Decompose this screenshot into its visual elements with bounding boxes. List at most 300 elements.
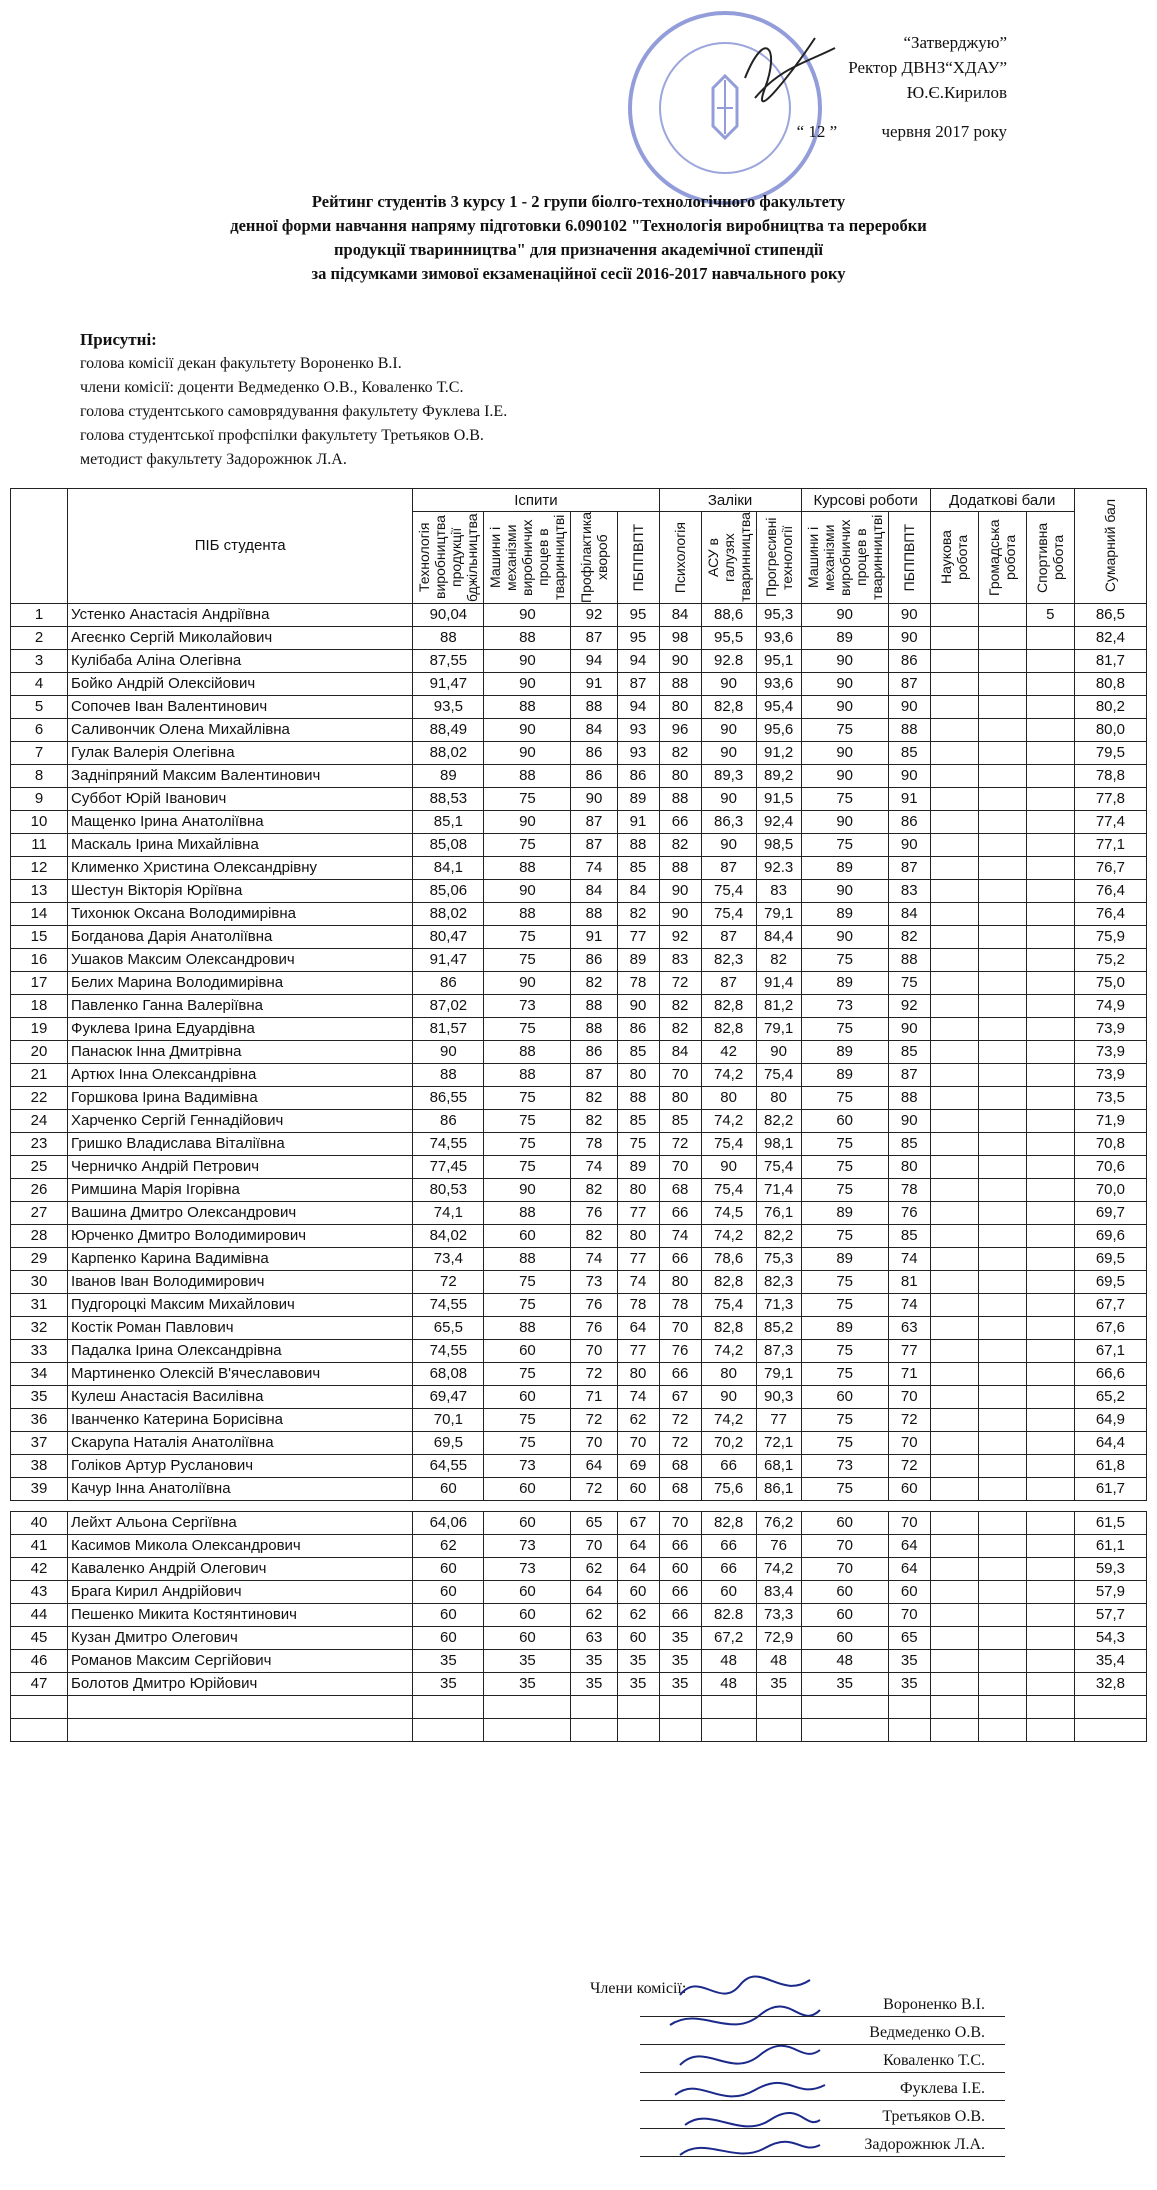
score-cell: 75 <box>484 1086 571 1109</box>
score-cell <box>1026 626 1074 649</box>
score-cell <box>978 695 1026 718</box>
row-number: 46 <box>11 1649 68 1672</box>
score-cell: 85,1 <box>413 810 484 833</box>
score-cell: 79,1 <box>756 902 801 925</box>
score-cell <box>930 1385 978 1408</box>
table-row <box>11 1672 1147 1695</box>
score-cell: 75 <box>801 948 888 971</box>
score-cell: 74 <box>617 1270 659 1293</box>
student-name: Агеєнко Сергій Миколайович <box>68 626 413 649</box>
score-cell <box>978 902 1026 925</box>
score-cell: 72 <box>888 1454 930 1477</box>
score-cell <box>930 672 978 695</box>
score-cell <box>978 1247 1026 1270</box>
score-cell <box>930 1511 978 1534</box>
table-row <box>11 787 1147 810</box>
score-cell: 90 <box>484 879 571 902</box>
score-cell: 59,3 <box>1074 1557 1146 1580</box>
score-cell <box>978 1454 1026 1477</box>
score-cell: 87 <box>571 810 617 833</box>
student-name: Черничко Андрій Петрович <box>68 1155 413 1178</box>
score-cell: 82 <box>659 1017 701 1040</box>
score-cell: 82,8 <box>701 695 756 718</box>
student-name: Скарупа Наталія Анатоліївна <box>68 1431 413 1454</box>
row-number: 8 <box>11 764 68 787</box>
score-cell: 87 <box>888 856 930 879</box>
score-cell: 64 <box>617 1557 659 1580</box>
document-title <box>0 190 1157 286</box>
score-cell: 76,7 <box>1074 856 1146 879</box>
student-name: Кулібаба Аліна Олегівна <box>68 649 413 672</box>
score-cell <box>1026 787 1074 810</box>
score-cell <box>978 971 1026 994</box>
score-cell: 88 <box>571 994 617 1017</box>
score-cell: 75,3 <box>756 1247 801 1270</box>
table-row <box>11 1086 1147 1109</box>
score-cell: 76,4 <box>1074 902 1146 925</box>
score-cell <box>930 1293 978 1316</box>
score-cell <box>1026 1580 1074 1603</box>
row-number: 47 <box>11 1672 68 1695</box>
score-cell: 35 <box>571 1649 617 1672</box>
score-cell: 80 <box>617 1224 659 1247</box>
score-cell: 90 <box>617 994 659 1017</box>
score-cell: 95 <box>617 603 659 626</box>
score-cell: 5 <box>1026 603 1074 626</box>
score-cell: 82 <box>571 1086 617 1109</box>
score-cell: 74 <box>571 1155 617 1178</box>
row-number: 12 <box>11 856 68 879</box>
score-cell: 64 <box>571 1454 617 1477</box>
score-cell: 86 <box>571 764 617 787</box>
student-name: Шестун Вікторія Юріївна <box>68 879 413 902</box>
score-cell: 60 <box>888 1580 930 1603</box>
score-cell <box>1026 1201 1074 1224</box>
score-cell: 74 <box>659 1224 701 1247</box>
score-cell: 92.8 <box>701 649 756 672</box>
score-cell: 90 <box>701 833 756 856</box>
score-cell: 93,5 <box>413 695 484 718</box>
score-cell: 98 <box>659 626 701 649</box>
student-name: Павленко Ганна Валеріївна <box>68 994 413 1017</box>
table-row <box>11 1362 1147 1385</box>
table-row <box>11 1109 1147 1132</box>
score-cell <box>930 1454 978 1477</box>
score-cell: 98,1 <box>756 1132 801 1155</box>
score-cell: 90 <box>888 833 930 856</box>
column-header: Прогресивні технології <box>756 512 801 604</box>
score-cell: 75 <box>801 1270 888 1293</box>
score-cell <box>1026 672 1074 695</box>
score-cell: 35 <box>413 1672 484 1695</box>
table-row <box>11 718 1147 741</box>
row-number: 10 <box>11 810 68 833</box>
student-name: Романов Максим Сергійович <box>68 1649 413 1672</box>
student-name: Фуклева Ірина Едуардівна <box>68 1017 413 1040</box>
score-cell: 91,47 <box>413 948 484 971</box>
score-cell: 88 <box>484 1247 571 1270</box>
score-cell: 77,8 <box>1074 787 1146 810</box>
row-number: 15 <box>11 925 68 948</box>
score-cell <box>978 1626 1026 1649</box>
score-cell: 91 <box>888 787 930 810</box>
table-row <box>11 1454 1147 1477</box>
row-number: 31 <box>11 1293 68 1316</box>
score-cell: 66 <box>659 1201 701 1224</box>
score-cell: 76 <box>756 1534 801 1557</box>
score-cell: 82 <box>659 833 701 856</box>
score-cell: 67,2 <box>701 1626 756 1649</box>
score-cell: 82,8 <box>701 1270 756 1293</box>
score-cell <box>1026 1178 1074 1201</box>
score-cell: 91 <box>617 810 659 833</box>
row-number: 5 <box>11 695 68 718</box>
score-cell: 73 <box>484 994 571 1017</box>
score-cell: 74,55 <box>413 1132 484 1155</box>
table-row <box>11 1063 1147 1086</box>
row-number: 41 <box>11 1534 68 1557</box>
score-cell: 88 <box>617 833 659 856</box>
score-cell <box>930 1477 978 1500</box>
score-cell <box>1026 1626 1074 1649</box>
score-cell: 93 <box>617 741 659 764</box>
score-cell: 84,1 <box>413 856 484 879</box>
score-cell: 70,6 <box>1074 1155 1146 1178</box>
score-cell <box>1026 1132 1074 1155</box>
score-cell: 88 <box>484 856 571 879</box>
row-number: 16 <box>11 948 68 971</box>
score-cell <box>930 1178 978 1201</box>
score-cell: 80 <box>659 764 701 787</box>
score-cell: 69,5 <box>1074 1270 1146 1293</box>
table-row <box>11 1270 1147 1293</box>
score-cell: 65 <box>888 1626 930 1649</box>
score-cell: 79,1 <box>756 1017 801 1040</box>
row-number: 24 <box>11 1109 68 1132</box>
score-cell: 66 <box>659 1534 701 1557</box>
score-cell: 80 <box>659 695 701 718</box>
table-row <box>11 948 1147 971</box>
score-cell: 88,53 <box>413 787 484 810</box>
score-cell: 80 <box>888 1155 930 1178</box>
score-cell: 86 <box>571 948 617 971</box>
score-cell: 75 <box>484 1293 571 1316</box>
table-row <box>11 649 1147 672</box>
approval-block <box>727 30 1007 144</box>
title-line-1: Рейтинг студентів 3 курсу 1 - 2 групи біолго-технологічного факультету <box>311 192 846 211</box>
score-cell: 91 <box>571 925 617 948</box>
score-cell: 76 <box>571 1316 617 1339</box>
score-cell: 82 <box>659 741 701 764</box>
row-number: 18 <box>11 994 68 1017</box>
score-cell <box>1026 948 1074 971</box>
score-cell <box>978 1201 1026 1224</box>
score-cell <box>930 1155 978 1178</box>
score-cell <box>1026 833 1074 856</box>
score-cell: 92 <box>659 925 701 948</box>
table-row <box>11 1557 1147 1580</box>
score-cell <box>1026 1155 1074 1178</box>
score-cell: 82 <box>659 994 701 1017</box>
score-cell <box>1026 1362 1074 1385</box>
score-cell: 78 <box>571 1132 617 1155</box>
score-cell: 82 <box>571 1178 617 1201</box>
score-cell <box>930 833 978 856</box>
score-cell: 88 <box>484 1063 571 1086</box>
score-cell: 85 <box>617 1040 659 1063</box>
score-cell: 65,2 <box>1074 1385 1146 1408</box>
table-row <box>11 810 1147 833</box>
score-cell: 87,02 <box>413 994 484 1017</box>
score-cell: 90 <box>701 672 756 695</box>
score-cell: 60 <box>484 1224 571 1247</box>
student-name: Саливончик Олена Михайлівна <box>68 718 413 741</box>
approval-date <box>727 119 1007 144</box>
exams-header: Іспити <box>413 489 659 512</box>
table-row <box>11 902 1147 925</box>
score-cell: 88 <box>484 902 571 925</box>
score-cell: 70,0 <box>1074 1178 1146 1201</box>
table-row <box>11 1477 1147 1500</box>
score-cell: 89 <box>413 764 484 787</box>
score-cell <box>1026 1454 1074 1477</box>
score-cell <box>930 810 978 833</box>
student-name: Каваленко Андрій Олегович <box>68 1557 413 1580</box>
score-cell <box>978 1362 1026 1385</box>
empty-rows <box>11 1695 1147 1741</box>
table-row <box>11 1534 1147 1557</box>
score-cell: 60 <box>617 1477 659 1500</box>
score-cell: 78 <box>617 971 659 994</box>
score-cell: 74,2 <box>756 1557 801 1580</box>
score-cell: 68 <box>659 1477 701 1500</box>
score-cell: 89 <box>617 1155 659 1178</box>
score-cell: 93 <box>617 718 659 741</box>
score-cell <box>930 1557 978 1580</box>
score-cell <box>930 948 978 971</box>
score-cell: 90 <box>801 741 888 764</box>
score-cell: 88 <box>659 787 701 810</box>
student-name: Пешенко Микита Костянтинович <box>68 1603 413 1626</box>
score-cell: 35 <box>617 1649 659 1672</box>
table-row <box>11 1580 1147 1603</box>
row-number: 17 <box>11 971 68 994</box>
row-number: 3 <box>11 649 68 672</box>
score-cell: 78,8 <box>1074 764 1146 787</box>
student-name: Кулеш Анастасія Василівна <box>68 1385 413 1408</box>
score-cell: 35 <box>659 1626 701 1649</box>
score-cell: 80,53 <box>413 1178 484 1201</box>
score-cell: 65,5 <box>413 1316 484 1339</box>
title-line-4: за підсумками зимової екзаменаційної сесії 2016-2017 навчального року <box>311 264 846 283</box>
score-cell <box>930 1603 978 1626</box>
rector-title: Ректор ДВНЗ“ХДАУ” <box>848 58 1007 77</box>
score-cell: 75 <box>801 1477 888 1500</box>
score-cell: 90 <box>484 971 571 994</box>
score-cell <box>930 1132 978 1155</box>
score-cell <box>930 1109 978 1132</box>
score-cell: 74 <box>617 1385 659 1408</box>
score-cell: 80,8 <box>1074 672 1146 695</box>
score-cell: 89 <box>801 856 888 879</box>
score-cell: 75,0 <box>1074 971 1146 994</box>
score-cell: 90 <box>484 672 571 695</box>
score-cell <box>978 1017 1026 1040</box>
score-cell: 88,6 <box>701 603 756 626</box>
score-cell: 75 <box>484 1132 571 1155</box>
score-cell: 90 <box>888 626 930 649</box>
score-cell: 73,9 <box>1074 1017 1146 1040</box>
row-number: 19 <box>11 1017 68 1040</box>
score-cell: 90 <box>888 695 930 718</box>
score-cell: 92.3 <box>756 856 801 879</box>
score-cell: 83 <box>756 879 801 902</box>
table-row <box>11 626 1147 649</box>
student-name: Вашина Дмитро Олександрович <box>68 1201 413 1224</box>
score-cell: 74 <box>888 1247 930 1270</box>
score-cell: 76,4 <box>1074 879 1146 902</box>
score-cell: 82,8 <box>701 994 756 1017</box>
table-row <box>11 1385 1147 1408</box>
score-cell: 72 <box>413 1270 484 1293</box>
score-cell <box>978 1316 1026 1339</box>
score-cell: 75 <box>484 1431 571 1454</box>
score-cell: 67,1 <box>1074 1339 1146 1362</box>
score-cell: 64 <box>571 1580 617 1603</box>
score-cell: 82,4 <box>1074 626 1146 649</box>
score-cell: 85 <box>888 1040 930 1063</box>
student-name: Маскаль Ірина Михайлівна <box>68 833 413 856</box>
approval-day: “ 12 ” <box>796 122 838 141</box>
score-cell: 85 <box>888 741 930 764</box>
score-cell <box>930 718 978 741</box>
score-cell: 90 <box>701 1155 756 1178</box>
column-header: Наукова робота <box>930 512 978 604</box>
score-cell: 75 <box>801 718 888 741</box>
score-cell: 80 <box>617 1178 659 1201</box>
score-cell: 69 <box>617 1454 659 1477</box>
score-cell: 84,4 <box>756 925 801 948</box>
score-cell: 78 <box>888 1178 930 1201</box>
score-cell <box>1026 718 1074 741</box>
score-cell: 67,7 <box>1074 1293 1146 1316</box>
score-cell <box>978 1385 1026 1408</box>
score-cell: 84 <box>571 718 617 741</box>
score-cell: 54,3 <box>1074 1626 1146 1649</box>
score-cell: 60 <box>801 1626 888 1649</box>
signature-line: Коваленко Т.С. <box>640 2046 1005 2073</box>
student-name: Падалка Ірина Олександрівна <box>68 1339 413 1362</box>
student-name: Голіков Артур Русланович <box>68 1454 413 1477</box>
score-cell <box>1026 1224 1074 1247</box>
score-cell: 32,8 <box>1074 1672 1146 1695</box>
score-cell: 87 <box>571 833 617 856</box>
score-cell <box>1026 1511 1074 1534</box>
score-cell: 60 <box>617 1626 659 1649</box>
score-cell <box>978 833 1026 856</box>
score-cell <box>1026 902 1074 925</box>
student-name: Тихонюк Оксана Володимирівна <box>68 902 413 925</box>
score-cell: 75 <box>801 1155 888 1178</box>
score-cell: 90 <box>413 1040 484 1063</box>
score-cell: 64 <box>617 1316 659 1339</box>
score-cell: 75,4 <box>701 1132 756 1155</box>
score-cell: 71 <box>888 1362 930 1385</box>
score-cell: 70,1 <box>413 1408 484 1431</box>
score-cell: 75 <box>801 1408 888 1431</box>
score-cell: 88 <box>888 948 930 971</box>
row-number: 28 <box>11 1224 68 1247</box>
score-cell: 66 <box>659 1362 701 1385</box>
score-cell: 35 <box>413 1649 484 1672</box>
row-number: 39 <box>11 1477 68 1500</box>
score-cell: 88 <box>571 695 617 718</box>
score-cell: 60 <box>801 1580 888 1603</box>
score-cell: 70,2 <box>701 1431 756 1454</box>
score-cell: 70 <box>659 1511 701 1534</box>
score-cell: 71 <box>571 1385 617 1408</box>
rating-rows-after-gap <box>11 1511 1147 1695</box>
score-cell: 60 <box>484 1385 571 1408</box>
score-cell: 73 <box>801 1454 888 1477</box>
score-cell: 89 <box>801 1063 888 1086</box>
score-cell: 67 <box>617 1511 659 1534</box>
score-cell: 76,2 <box>756 1511 801 1534</box>
score-cell: 73,9 <box>1074 1040 1146 1063</box>
score-cell: 90 <box>801 810 888 833</box>
score-cell: 95 <box>617 626 659 649</box>
score-cell: 75 <box>801 1362 888 1385</box>
score-cell <box>1026 1063 1074 1086</box>
score-cell: 87 <box>701 971 756 994</box>
score-cell: 60 <box>801 1385 888 1408</box>
score-cell: 72 <box>659 1431 701 1454</box>
table-row <box>11 672 1147 695</box>
score-cell: 60 <box>413 1557 484 1580</box>
score-cell: 96 <box>659 718 701 741</box>
score-cell <box>1026 1431 1074 1454</box>
score-cell: 69,5 <box>413 1431 484 1454</box>
table-row <box>11 833 1147 856</box>
score-cell: 90 <box>659 879 701 902</box>
score-cell: 74 <box>571 1247 617 1270</box>
row-number: 23 <box>11 1132 68 1155</box>
score-cell <box>930 1534 978 1557</box>
column-header: Технологія виробництва продукції бджільництва <box>413 512 484 604</box>
score-cell: 60 <box>801 1511 888 1534</box>
score-cell: 68,1 <box>756 1454 801 1477</box>
score-cell: 85,08 <box>413 833 484 856</box>
course-works-header: Курсові роботи <box>801 489 930 512</box>
score-cell: 75 <box>801 787 888 810</box>
score-cell: 60 <box>413 1477 484 1500</box>
score-cell: 83 <box>888 879 930 902</box>
student-name: Касимов Микола Олександрович <box>68 1534 413 1557</box>
score-cell <box>1026 925 1074 948</box>
score-cell: 81,57 <box>413 1017 484 1040</box>
score-cell: 90 <box>659 649 701 672</box>
row-number: 35 <box>11 1385 68 1408</box>
score-cell: 90 <box>756 1040 801 1063</box>
score-cell: 78 <box>617 1293 659 1316</box>
score-cell: 78,6 <box>701 1247 756 1270</box>
score-cell: 89 <box>801 971 888 994</box>
row-number: 32 <box>11 1316 68 1339</box>
score-cell: 85 <box>888 1132 930 1155</box>
score-cell: 72 <box>888 1408 930 1431</box>
score-cell <box>1026 649 1074 672</box>
score-cell <box>930 1339 978 1362</box>
